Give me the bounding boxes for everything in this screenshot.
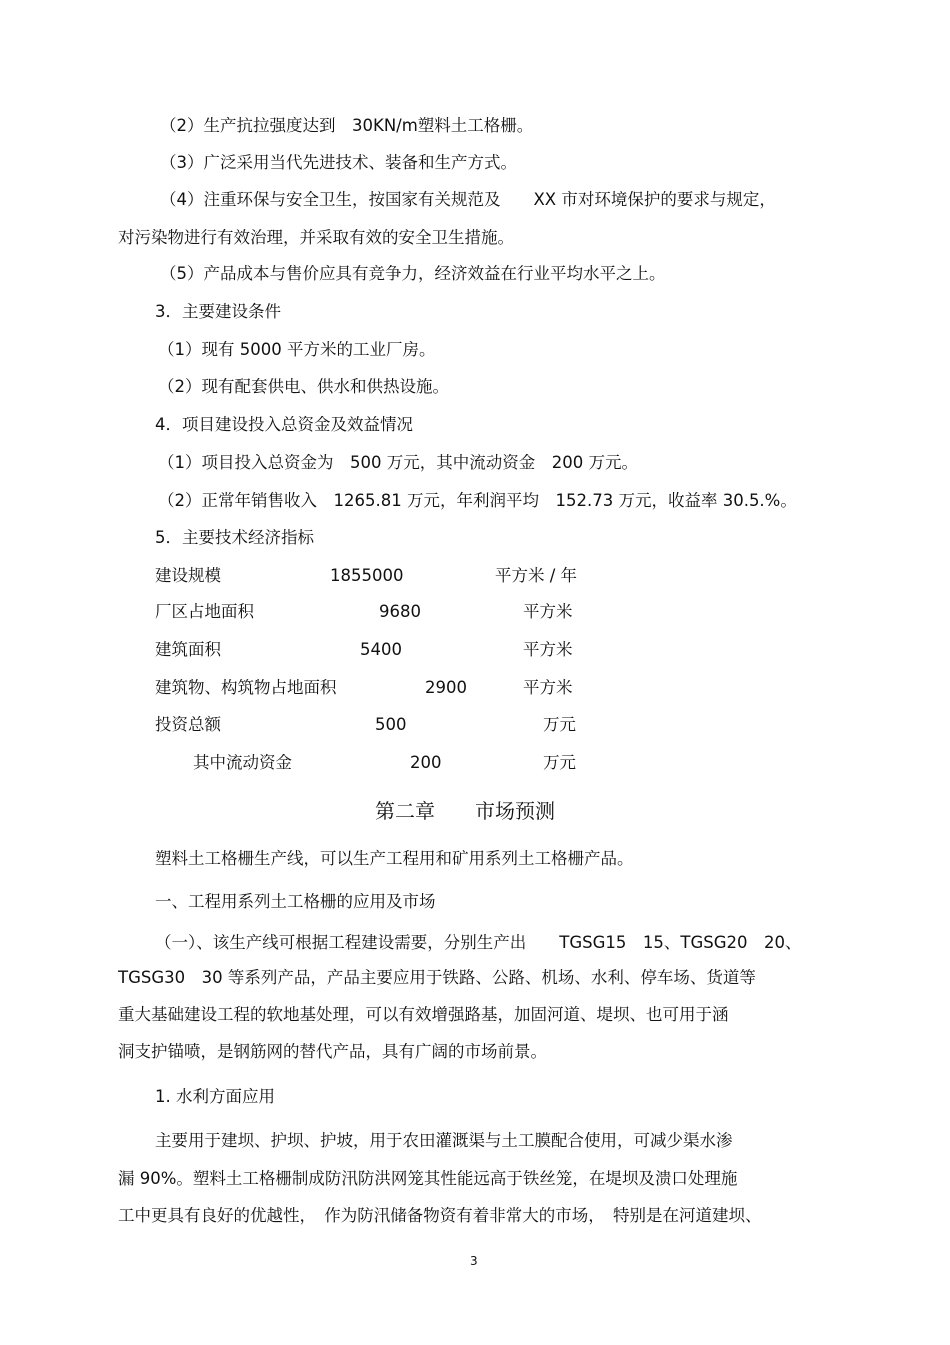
indicator-value: 1855000 bbox=[330, 566, 404, 585]
indicator-unit: 万元 bbox=[543, 715, 576, 734]
indicator-name: 厂区占地面积 bbox=[155, 602, 254, 621]
paragraph-line: （2）生产抗拉强度达到 30KN/m塑料土工格栅。 bbox=[160, 116, 534, 135]
indicator-unit: 平方米 / 年 bbox=[495, 566, 578, 585]
paragraph-line: （2）正常年销售收入 1265.81 万元，年利润平均 152.73 万元，收益率 30.5.%。 bbox=[158, 491, 797, 510]
chapter-heading: 第二章 市场预测 bbox=[375, 799, 555, 823]
indicator-value: 200 bbox=[410, 753, 442, 772]
paragraph-line: （4）注重环保与安全卫生，按国家有关规范及 XX 市对环境保护的要求与规定， bbox=[160, 190, 776, 209]
paragraph-line: 主要用于建坝、护坝、护坡，用于农田灌溉渠与土工膜配合使用，可减少渠水渗 bbox=[155, 1131, 733, 1150]
indicator-unit: 万元 bbox=[543, 753, 576, 772]
paragraph-line: 工中更具有良好的优越性， 作为防汛储备物资有着非常大的市场， 特别是在河道建坝、 bbox=[118, 1206, 762, 1225]
section-heading: 一、工程用系列土工格栅的应用及市场 bbox=[155, 892, 436, 911]
paragraph-line: （3）广泛采用当代先进技术、装备和生产方式。 bbox=[160, 153, 517, 172]
paragraph-line: 重大基础建设工程的软地基处理，可以有效增强路基，加固河道、堤坝、也可用于涵 bbox=[118, 1005, 729, 1024]
section-heading: 5．主要技术经济指标 bbox=[155, 528, 314, 547]
paragraph-line: （1）项目投入总资金为 500 万元，其中流动资金 200 万元。 bbox=[158, 453, 638, 472]
indicator-name: 投资总额 bbox=[155, 715, 221, 734]
section-heading: 3．主要建设条件 bbox=[155, 302, 281, 321]
paragraph-line: 塑料土工格栅生产线，可以生产工程用和矿用系列土工格栅产品。 bbox=[155, 849, 634, 868]
paragraph-line: TGSG30 30 等系列产品，产品主要应用于铁路、公路、机场、水利、停车场、货道等 bbox=[118, 968, 756, 987]
indicator-name: 建设规模 bbox=[155, 566, 221, 585]
paragraph-line: （2）现有配套供电、供水和供热设施。 bbox=[158, 377, 449, 396]
paragraph-line: 漏 90%。塑料土工格栅制成防汛防洪网笼其性能远高于铁丝笼，在堤坝及溃口处理施 bbox=[118, 1169, 738, 1188]
indicator-unit: 平方米 bbox=[523, 678, 573, 697]
paragraph-line: 洞支护锚喷，是钢筋网的替代产品，具有广阔的市场前景。 bbox=[118, 1042, 547, 1061]
paragraph-line: （5）产品成本与售价应具有竞争力，经济效益在行业平均水平之上。 bbox=[160, 264, 666, 283]
section-heading: 1. 水利方面应用 bbox=[155, 1087, 275, 1106]
indicator-name: 建筑物、构筑物占地面积 bbox=[155, 678, 337, 697]
section-heading: 4．项目建设投入总资金及效益情况 bbox=[155, 415, 413, 434]
indicator-value: 5400 bbox=[360, 640, 402, 659]
paragraph-line: 对污染物进行有效治理，并采取有效的安全卫生措施。 bbox=[118, 228, 514, 247]
page-number: 3 bbox=[470, 1254, 478, 1268]
indicator-name: 建筑面积 bbox=[155, 640, 221, 659]
indicator-unit: 平方米 bbox=[523, 602, 573, 621]
paragraph-line: （一）、该生产线可根据工程建设需要，分别生产出 TGSG15 15、TGSG20 20、 bbox=[155, 933, 802, 952]
indicator-value: 500 bbox=[375, 715, 407, 734]
indicator-unit: 平方米 bbox=[523, 640, 573, 659]
indicator-value: 9680 bbox=[379, 602, 421, 621]
paragraph-line: （1）现有 5000 平方米的工业厂房。 bbox=[158, 340, 436, 359]
indicator-value: 2900 bbox=[425, 678, 467, 697]
indicator-name: 其中流动资金 bbox=[193, 753, 292, 772]
